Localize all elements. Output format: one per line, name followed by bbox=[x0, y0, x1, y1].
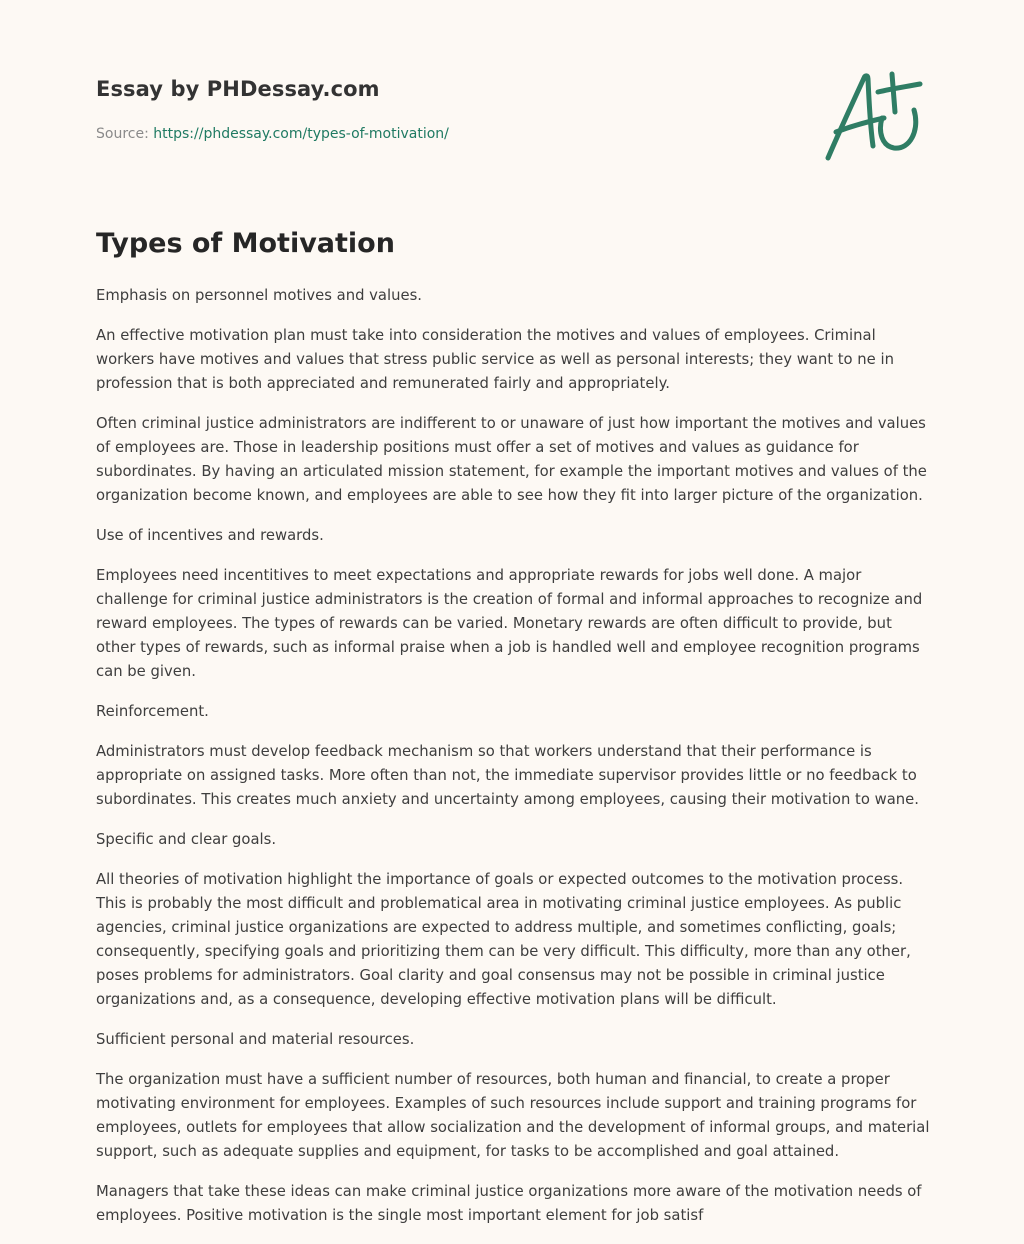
paragraph: Reinforcement. bbox=[96, 703, 209, 720]
paragraph: Emphasis on personnel motives and values. bbox=[96, 287, 423, 304]
essay-body bbox=[96, 284, 934, 1244]
paragraph: Often criminal justice administrators are indifferent to or unaware of just how important the motives and values of employees are. Those in leadership positions must offer a set of motives and values as guidance for subordinates. By having an articulated mission statement, for example the important motives and values of the organization become known, and employees are able to see how they fit into larger picture of the organization. bbox=[96, 415, 927, 504]
paragraph: Specific and clear goals. bbox=[96, 831, 277, 848]
brand-title: Essay by PHDessay.com bbox=[96, 77, 380, 101]
source-label: Source: bbox=[96, 126, 154, 142]
paragraph: Sufficient personal and material resources. bbox=[96, 1031, 415, 1048]
paragraph: An effective motivation plan must take into consideration the motives and values of employees. Criminal workers have motives and values that stress public service as well as personal interests; they want to ne in profession that is both appreciated and remunerated fairly and appropriately. bbox=[96, 327, 894, 392]
source-link[interactable]: https://phdessay.com/types-of-motivation/ bbox=[153, 126, 449, 142]
paragraph: All theories of motivation highlight the importance of goals or expected outcomes to the motivation process. This is probably the most difficult and problematical area in motivating criminal justice employees. As public agencies, criminal justice organizations are expected to address multiple, and sometimes conflicting, goals; consequently, specifying goals and prioritizing them can be very difficult. This difficulty, more than any other, poses problems for administrators. Goal clarity and goal consensus may not be possible in criminal justice organizations and, as a consequence, developing effective motivation plans will be difficult. bbox=[96, 871, 911, 1008]
page-header bbox=[96, 74, 696, 142]
paragraph: Managers that take these ideas can make criminal justice organizations more aware of the motivation needs of employees. Positive motivation is the single most important element for job satisf bbox=[96, 1183, 922, 1224]
a-plus-logo-icon bbox=[818, 66, 930, 166]
paragraph: Employees need incentitives to meet expectations and appropriate rewards for jobs well done. A major challenge for criminal justice administrators is the creation of formal and informal approaches to recognize and reward employees. The types of rewards can be varied. Monetary rewards are often difficult to provide, but other types of rewards, such as informal praise when a job is handled well and employee recognition programs can be given. bbox=[96, 567, 923, 680]
essay-title: Types of Motivation bbox=[96, 228, 395, 259]
paragraph: Use of incentives and rewards. bbox=[96, 527, 324, 544]
source-line bbox=[96, 124, 449, 144]
paragraph: The organization must have a sufficient number of resources, both human and financial, to create a proper motivating environment for employees. Examples of such resources include support and training programs for employees, outlets for employees that allow socialization and the development of informal groups, and material support, such as adequate supplies and equipment, for tasks to be accomplished and goal attained. bbox=[96, 1071, 930, 1160]
paragraph: Administrators must develop feedback mechanism so that workers understand that their performance is appropriate on assigned tasks. More often than not, the immediate supervisor provides little or no feedback to subordinates. This creates much anxiety and uncertainty among employees, causing their motivation to wane. bbox=[96, 743, 919, 808]
